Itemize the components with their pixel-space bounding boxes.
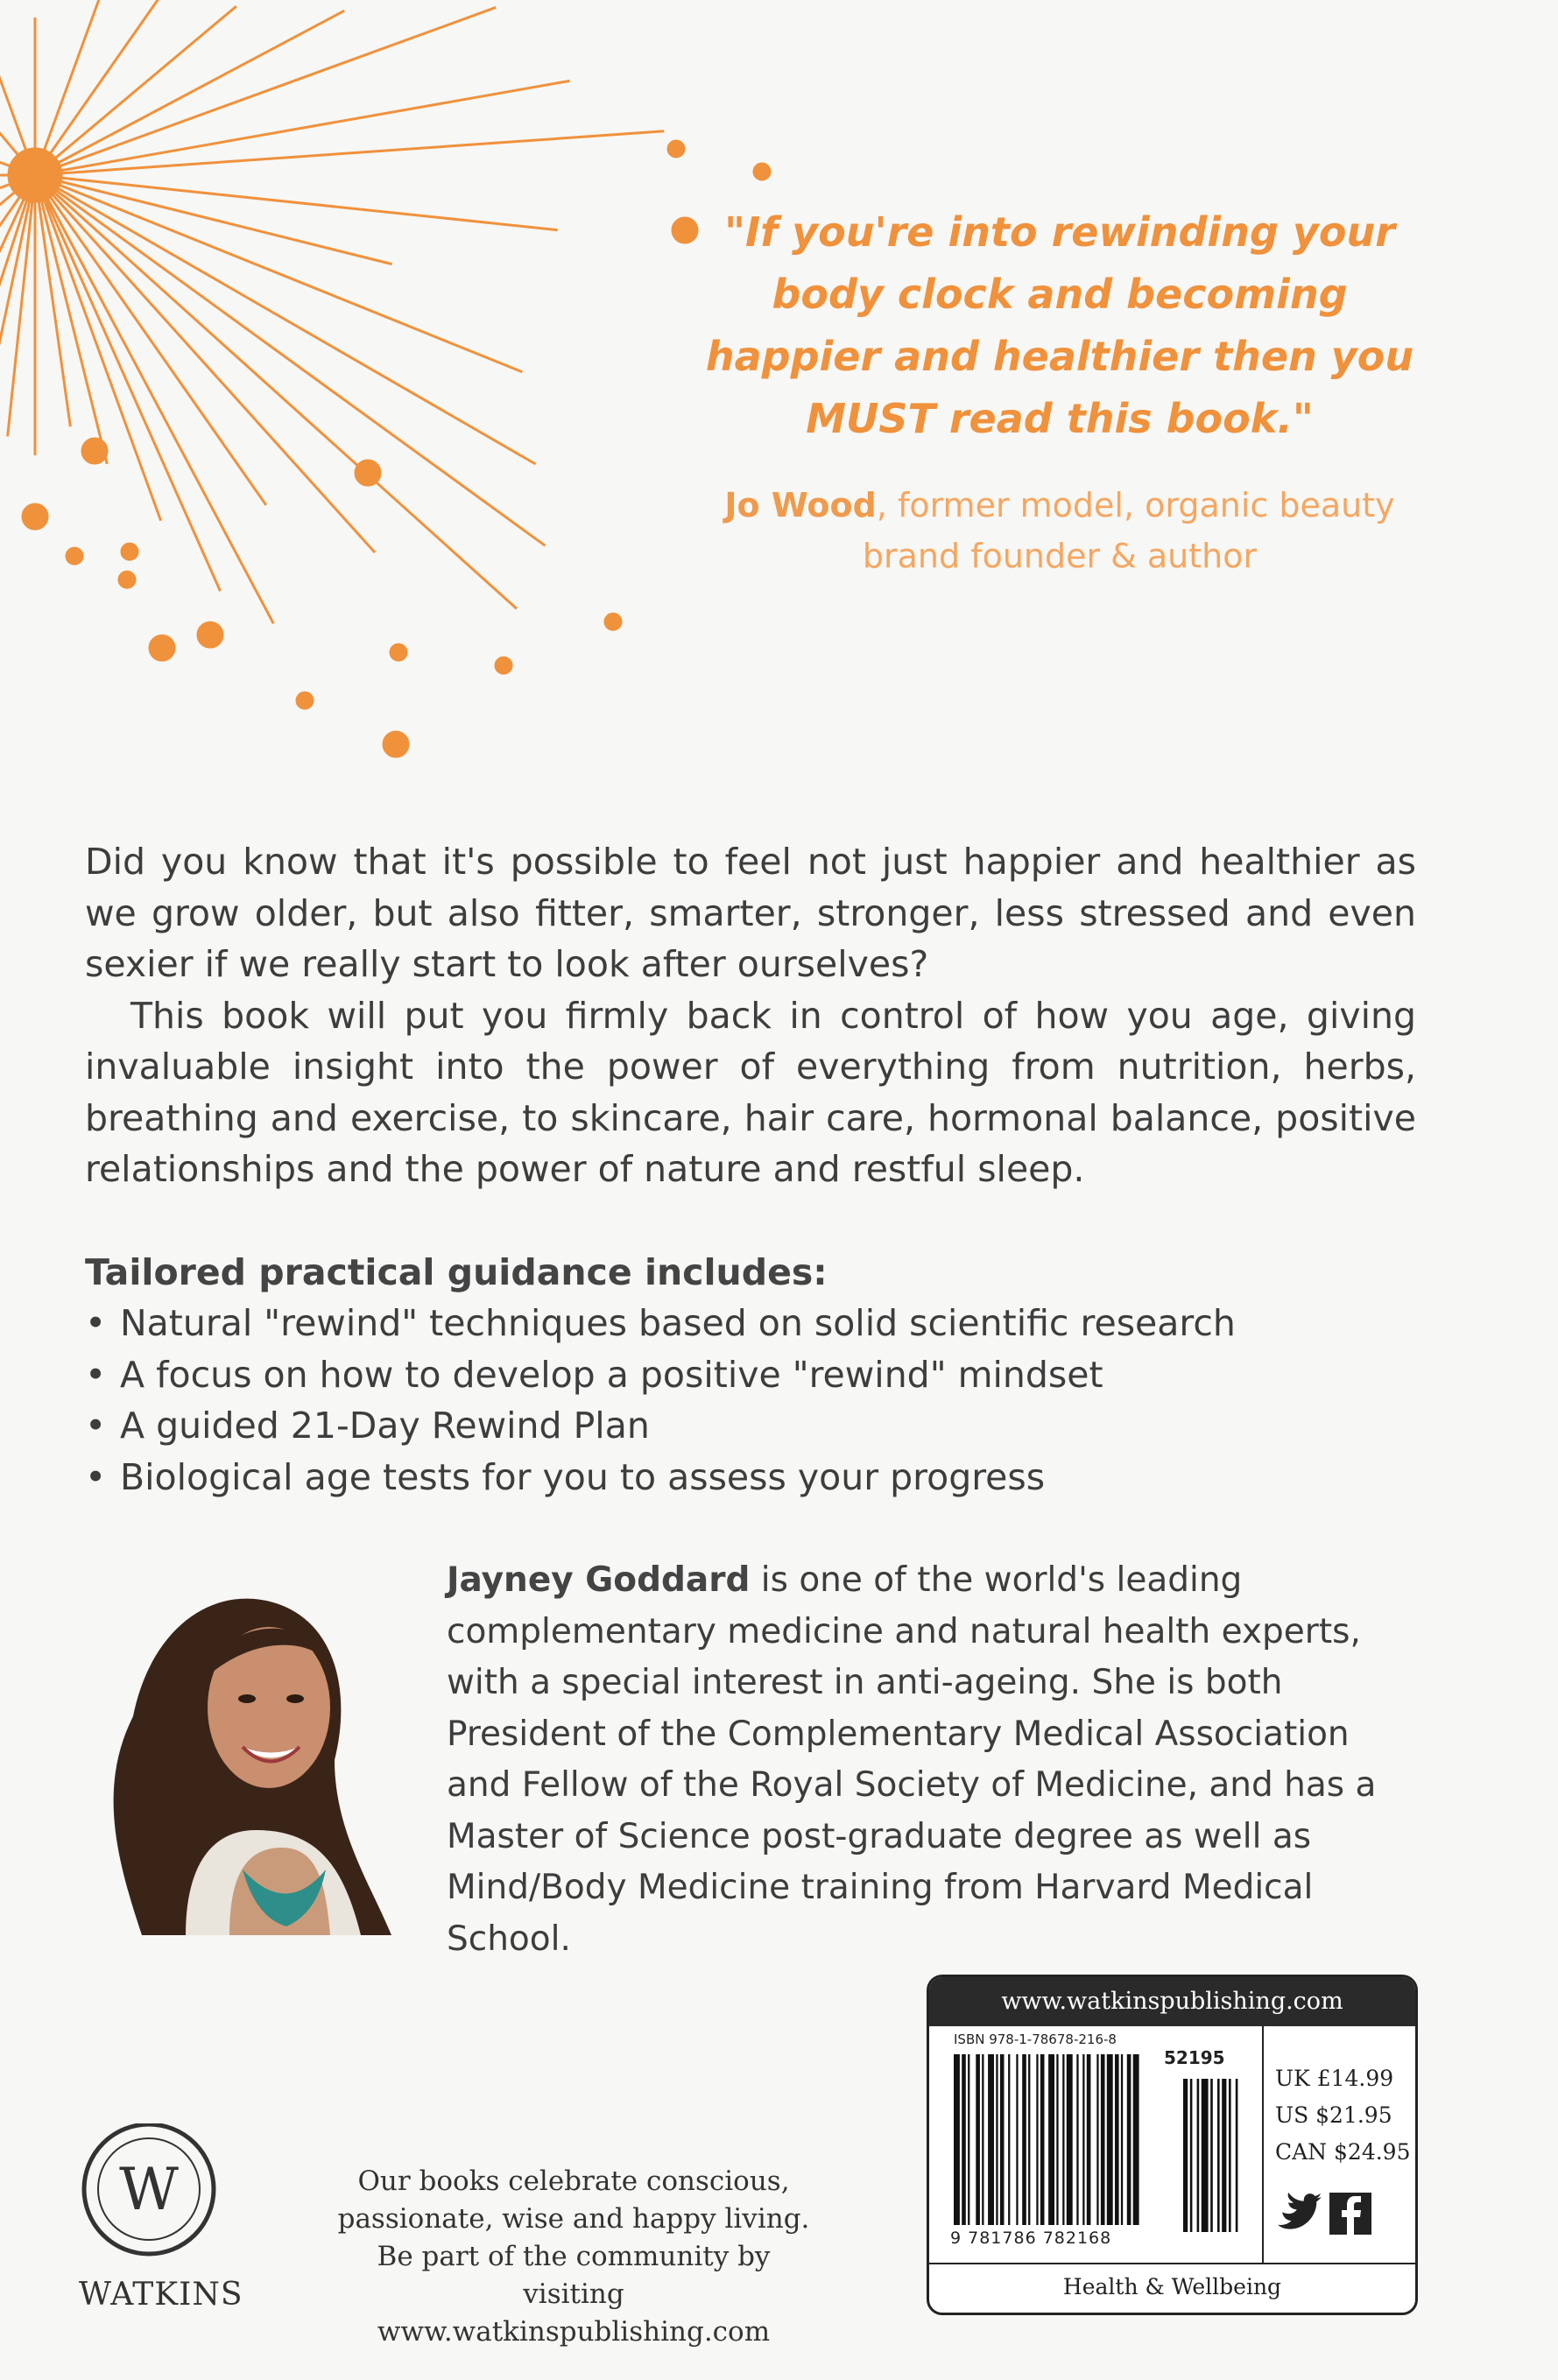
barcode-panel	[927, 1975, 1418, 2315]
quote-line: "If you're into rewinding your	[724, 208, 1395, 256]
isbn-label: ISBN 978-1-78678-216-8	[954, 2031, 1117, 2047]
guidance-list	[85, 1298, 1236, 1503]
bullet-icon: •	[85, 1353, 107, 1396]
starburst-ray	[35, 175, 545, 546]
price-divider	[1262, 2026, 1264, 2263]
quote-author-desc-2: brand founder & author	[862, 537, 1258, 575]
price-code: 52195	[1164, 2047, 1225, 2068]
genre-divider	[929, 2263, 1415, 2264]
starburst-dot	[150, 636, 174, 660]
barcode-graphic	[947, 2054, 1253, 2247]
starburst-ray	[35, 175, 517, 609]
starburst-core	[9, 149, 61, 201]
starburst-ray	[35, 175, 536, 464]
starburst-ray	[35, 131, 664, 175]
quote-line: happier and healthier then you	[705, 333, 1414, 380]
list-item: • Biological age tests for you to assess your progress	[85, 1452, 1236, 1503]
logo-letter: W	[119, 2156, 179, 2223]
starburst-dot	[122, 544, 137, 560]
price-can: CAN $24.95	[1275, 2139, 1411, 2165]
publisher-url: www.watkinspublishing.com	[929, 1977, 1415, 2026]
author-name: Jayney Goddard	[447, 1560, 751, 1600]
list-item: • A focus on how to develop a positive "rewind" mindset	[85, 1349, 1236, 1401]
starburst-ray	[35, 0, 166, 175]
bullet-icon: •	[85, 1302, 107, 1344]
starburst-dot	[605, 614, 621, 630]
starburst-ray	[0, 175, 35, 391]
starburst-dot	[297, 693, 313, 708]
book-description	[85, 836, 1416, 1195]
starburst-dot	[23, 504, 47, 529]
list-item: • Natural "rewind" techniques based on solid scientific research	[85, 1298, 1236, 1349]
starburst-dot	[198, 623, 222, 647]
quote-author-desc: , former model, organic beauty	[876, 486, 1395, 525]
twitter-icon[interactable]	[1278, 2193, 1322, 2229]
description-paragraph: Did you know that it's possible to feel not just happier and healthier as we grow older, but also fitter, smarter, stronger, less stressed and even sexier if we really start to look after ourselves?	[85, 841, 1416, 985]
starburst-dot	[356, 461, 380, 485]
starburst-dot	[384, 732, 408, 757]
author-bio-text: is one of the world's leading complementary medicine and natural health experts, with a special interest in anti-ageing. She is both President of the Complementary Medical Association and Fellow of the Royal Society of Medicine, and has a Master of Science post-graduate degree as well as Mind/Body Medicine training from Harvard Medical School.	[447, 1560, 1377, 1959]
starburst-ray	[35, 7, 496, 175]
author-photo	[81, 1567, 391, 1935]
publisher-name: WATKINS	[79, 2277, 243, 2313]
price-list	[1275, 2060, 1410, 2171]
quote-author-name: Jo Wood	[724, 486, 877, 525]
description-paragraph: This book will put you firmly back in control of how you age, giving invaluable insight into the power of everything from nutrition, herbs, breathing and exercise, to skincare, hair care, hormonal balance, positive relationships and the power of nature and restful sleep.	[85, 994, 1416, 1190]
quote-line: MUST read this book."	[806, 395, 1314, 442]
starburst-ray	[35, 11, 344, 175]
bullet-icon: •	[85, 1455, 107, 1498]
starburst-dot	[754, 164, 770, 180]
endorsement-quote	[631, 201, 1489, 450]
bullet-icon: •	[85, 1405, 107, 1447]
starburst-dot	[67, 548, 82, 564]
starburst-dot	[119, 572, 135, 588]
publisher-tagline: Our books celebrate conscious, passionate, wise and happy living. Be part of the community by visiting www.watkinspublishing.com	[337, 2165, 810, 2348]
guidance-heading: Tailored practical guidance includes:	[85, 1251, 828, 1293]
price-uk: UK £14.99	[1275, 2066, 1394, 2091]
facebook-icon[interactable]	[1329, 2193, 1371, 2235]
barcode-digits: 9 781786 782168	[950, 2229, 1112, 2248]
starburst-dot	[668, 141, 684, 157]
starburst-ray	[35, 175, 161, 521]
starburst-dot	[496, 658, 511, 673]
list-item: • A guided 21-Day Rewind Plan	[85, 1400, 1236, 1452]
price-us: US $21.95	[1275, 2102, 1392, 2128]
quote-attribution	[631, 480, 1489, 581]
quote-line: body clock and becoming	[772, 271, 1348, 318]
starburst-dot	[391, 644, 406, 660]
category-label: Health & Wellbeing	[1062, 2274, 1282, 2299]
starburst-ray	[35, 81, 570, 175]
author-bio	[447, 1555, 1419, 1965]
starburst-dot	[82, 439, 107, 463]
